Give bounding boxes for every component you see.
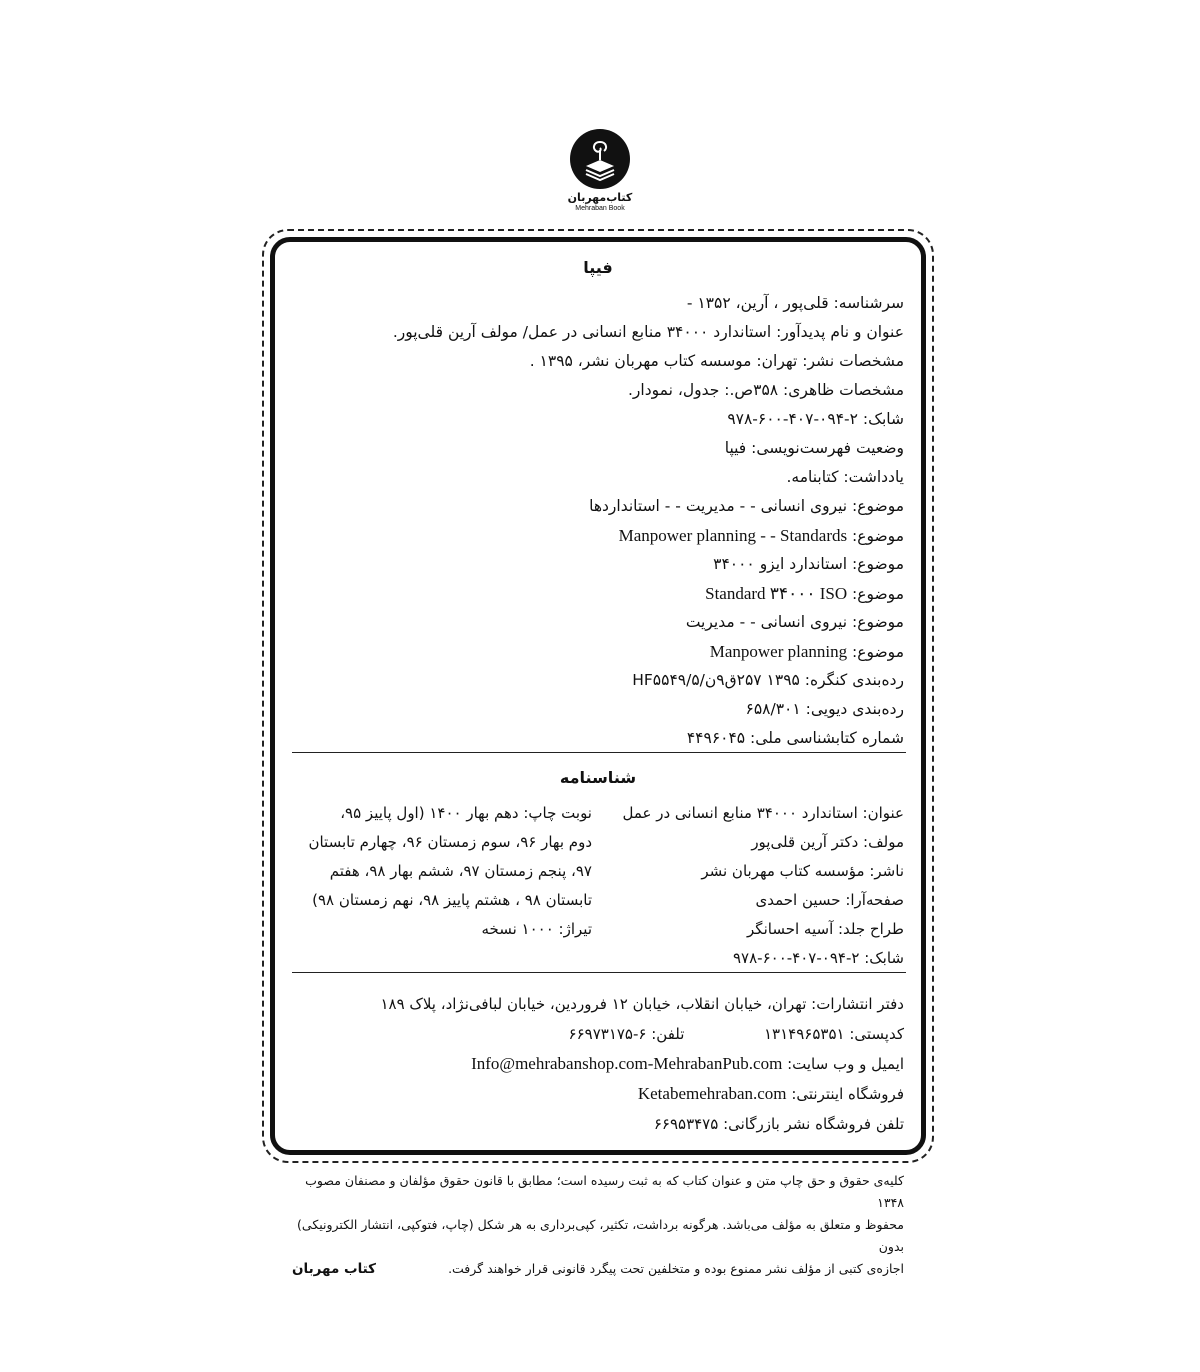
fipa-line: رده‌بندی دیویی: ۶۵۸/۳۰۱ [745,700,904,718]
shop-value: Ketabemehraban.com [637,1084,787,1103]
shop-label: فروشگاه اینترنتی: [791,1085,904,1103]
fipa-line: شماره کتابشناسی ملی: ۴۴۹۶۰۴۵ [686,729,904,747]
fipa-line: موضوع: نیروی انسانی - - مدیریت [685,613,904,631]
logo-name-en: Mehraban Book [575,205,625,212]
subject-en-value: Manpower planning [709,642,848,661]
fipa-line: مشخصات ظاهری: ۳۵۸ص.: جدول، نمودار. [628,381,904,399]
fipa-subject-iso [304,579,904,608]
store-phone: تلفن فروشگاه نشر بازرگانی: ۶۶۹۵۳۴۷۵ [653,1115,904,1133]
postal-phone-row [304,1019,904,1049]
fipa-line: شابک: ۲-۰۹۴-۴۰۷-۶۰۰-۹۷۸ [727,410,904,428]
subject-en-value: Manpower planning - - Standards [618,526,848,545]
fipa-line: یادداشت: کتابنامه. [786,468,904,486]
subject-label: موضوع: [852,585,904,603]
fipa-subject-en-2 [304,637,904,666]
print-line: تیراژ: ۱۰۰۰ نسخه [481,920,592,938]
print-line: تابستان ۹۸ ، هشتم پاییز ۹۸، نهم زمستان ۹۸) [312,891,592,909]
subject-label: موضوع: [852,527,904,545]
subject-iso-value: Standard ۳۴۰۰۰ ISO [705,584,848,603]
postal-code: کدپستی: ۱۳۱۴۹۶۵۳۵۱ [764,1025,904,1043]
fipa-line: موضوع: نیروی انسانی - - مدیریت - - استانداردها [589,497,904,515]
publisher-logo [565,128,635,213]
id-line: شابک: ۲-۰۹۴-۴۰۷-۶۰۰-۹۷۸ [733,949,904,967]
contact-block [304,989,904,1139]
print-line: نوبت چاپ: دهم بهار ۱۴۰۰ (اول پاییز ۹۵، [340,804,592,822]
id-left-column [292,799,592,944]
fipa-subject-en-1 [304,521,904,550]
web-label: ایمیل و وب سایت: [787,1055,904,1073]
web-row [304,1049,904,1079]
footer-brand: کتاب مهربان [292,1261,377,1277]
fipa-line: رده‌بندی کنگره: ۱۳۹۵ ۲۵۷ق۹ن/۵/HF۵۵۴۹ [632,671,904,689]
id-line: مولف: دکتر آرین قلی‌پور [751,833,904,851]
id-line: ناشر: مؤسسه کتاب مهربان نشر [701,862,904,880]
fipa-line: عنوان و نام پدیدآور: استاندارد ۳۴۰۰۰ منابع انسانی در عمل/ مولف آرین قلی‌پور. [392,323,904,341]
id-line: عنوان: استاندارد ۳۴۰۰۰ منابع انسانی در عمل [622,804,904,822]
fipa-line: موضوع: استاندارد ایزو ۳۴۰۰۰ [713,555,904,573]
id-right-column [604,799,904,973]
fipa-block [304,289,904,753]
office-address: دفتر انتشارات: تهران، خیابان انقلاب، خیابان ۱۲ فروردین، خیابان لبافی‌نژاد، پلاک ۱۸۹ [380,995,904,1013]
web-value: Info@mehrabanshop.com-MehrabanPub.com [471,1054,783,1073]
copyright-line: اجازه‌ی کتبی از مؤلف نشر ممنوع بوده و متخلفین تحت پیگرد قانونی قرار خواهند گرفت. [448,1261,904,1276]
phone-number: تلفن: ۶-۶۶۹۷۳۱۷۵ [568,1025,685,1043]
fipa-line: مشخصات نشر: تهران: موسسه کتاب مهربان نشر، ۱۳۹۵ . [529,352,904,370]
divider [292,752,906,753]
copyright-notice [282,1170,904,1280]
divider [292,972,906,973]
copyright-line: محفوظ و متعلق به مؤلف می‌باشد. هرگونه برداشت، تکثیر، کپی‌برداری به هر شکل (چاپ، فتوکپی، انتشار الکترونیکی) بدون [297,1217,904,1254]
id-line: صفحه‌آرا: حسین احمدی [755,891,904,909]
id-line: طراح جلد: آسیه احسانگر [747,920,904,938]
fipa-line: سرشناسه: قلی‌پور ، آرین، ۱۳۵۲ - [686,294,904,312]
book-tree-logo-icon [569,128,631,190]
fipa-line: وضعیت فهرست‌نویسی: فیپا [724,439,904,457]
id-title: شناسنامه [559,768,637,787]
fipa-title: فیپا [583,258,613,277]
subject-label: موضوع: [852,643,904,661]
print-line: ۹۷، پنجم زمستان ۹۷، ششم بهار ۹۸، هفتم [329,862,592,880]
copyright-line: کلیه‌ی حقوق و حق چاپ متن و عنوان کتاب که به ثبت رسیده است؛ مطابق با قانون حقوق مؤلفان و مصنفان مصوب ۱۳۴۸ [305,1173,904,1210]
logo-name-fa: کتاب‌مهربان [567,191,633,204]
shop-row [304,1079,904,1109]
print-line: دوم بهار ۹۶، سوم زمستان ۹۶، چهارم تابستان [308,833,592,851]
